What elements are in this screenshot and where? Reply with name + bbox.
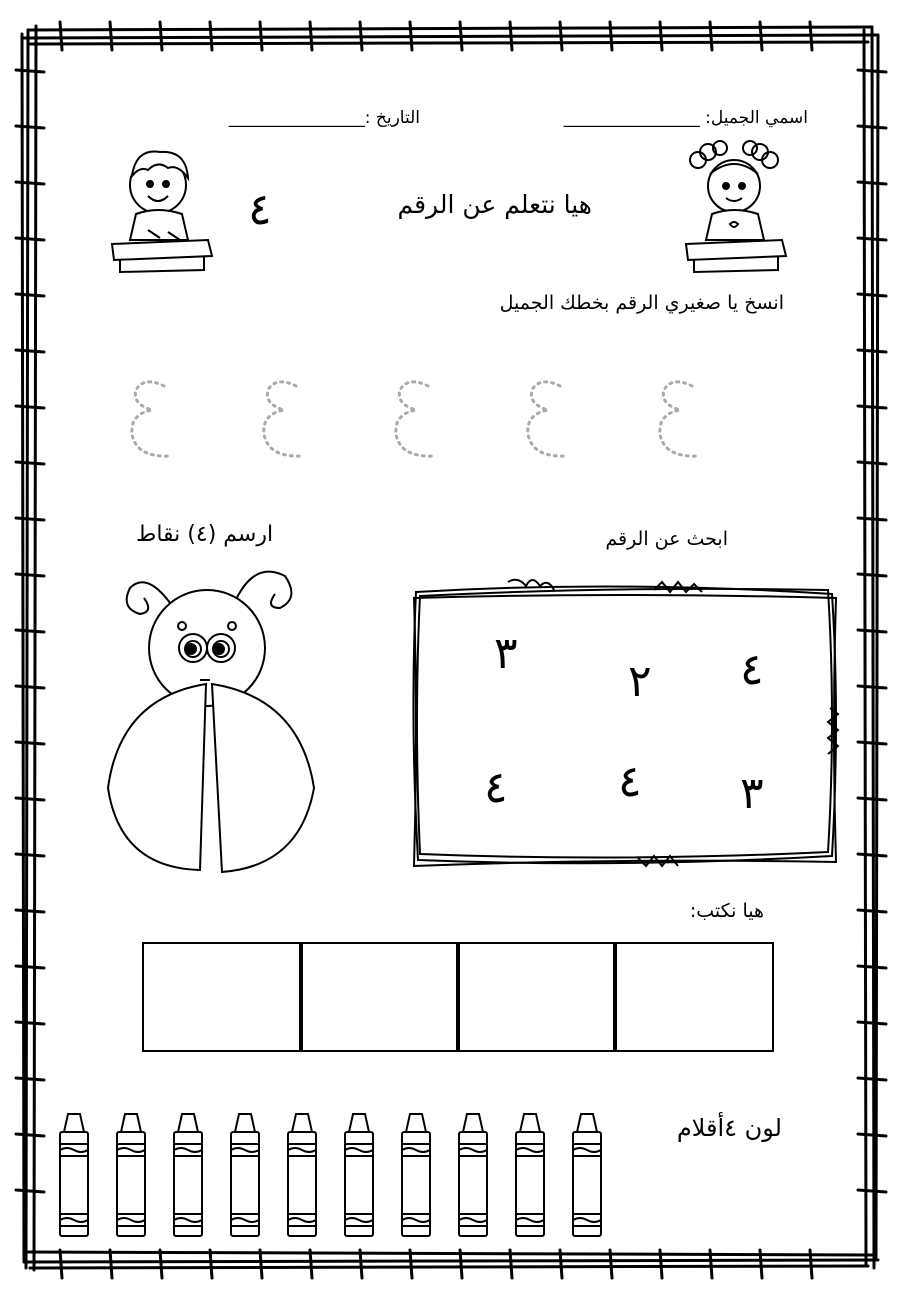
search-number-3[interactable]: ٣ <box>494 628 518 679</box>
draw-label: ارسم (٤) نقاط <box>136 522 274 547</box>
name-label: اسمي الجميل: <box>699 108 808 128</box>
name-blank[interactable]: ________________ <box>563 108 700 128</box>
writing-box[interactable] <box>299 942 460 1052</box>
search-number-2[interactable]: ٢ <box>628 656 652 707</box>
crayon-icon[interactable] <box>168 1110 208 1240</box>
crayon-icon[interactable] <box>567 1110 607 1240</box>
date-blank[interactable]: ________________ <box>228 108 365 128</box>
date-field <box>229 108 420 128</box>
writing-boxes <box>142 942 778 1052</box>
writing-box[interactable] <box>613 942 774 1052</box>
search-number-5[interactable]: ٤ <box>618 756 642 807</box>
crayon-icon[interactable] <box>282 1110 322 1240</box>
search-number-6[interactable]: ٤ <box>484 762 508 813</box>
name-field <box>564 108 808 128</box>
boy-at-desk-illustration <box>108 140 220 278</box>
crayons-row <box>52 1110 622 1242</box>
crayon-icon[interactable] <box>225 1110 265 1240</box>
write-label: هيا نكتب: <box>689 900 764 922</box>
search-label: ابحث عن الرقم <box>605 528 728 550</box>
title-digit: ٤ <box>248 184 272 235</box>
crayon-icon[interactable] <box>510 1110 550 1240</box>
crayon-icon[interactable] <box>339 1110 379 1240</box>
crayon-icon[interactable] <box>111 1110 151 1240</box>
page-title: هيا نتعلم عن الرقم <box>397 190 592 219</box>
tracing-row <box>110 372 770 482</box>
crayon-icon[interactable] <box>453 1110 493 1240</box>
crayon-icon[interactable] <box>396 1110 436 1240</box>
trace-digit[interactable] <box>384 372 454 482</box>
trace-digit[interactable] <box>516 372 586 482</box>
search-box-frame <box>408 578 842 870</box>
search-number-4[interactable]: ٣ <box>740 768 764 819</box>
date-label: التاريخ : <box>364 108 420 128</box>
trace-digit[interactable] <box>648 372 718 482</box>
writing-box[interactable] <box>456 942 617 1052</box>
ladybug-illustration <box>100 558 330 878</box>
copy-instruction: انسخ يا صغيري الرقم بخطك الجميل <box>499 292 784 314</box>
trace-digit[interactable] <box>120 372 190 482</box>
writing-box[interactable] <box>142 942 303 1052</box>
search-number-1[interactable]: ٤ <box>740 644 764 695</box>
color-label: لون ٤أقلام <box>676 1114 782 1142</box>
trace-digit[interactable] <box>252 372 322 482</box>
girl-at-desk-illustration <box>680 140 792 278</box>
crayon-icon[interactable] <box>54 1110 94 1240</box>
